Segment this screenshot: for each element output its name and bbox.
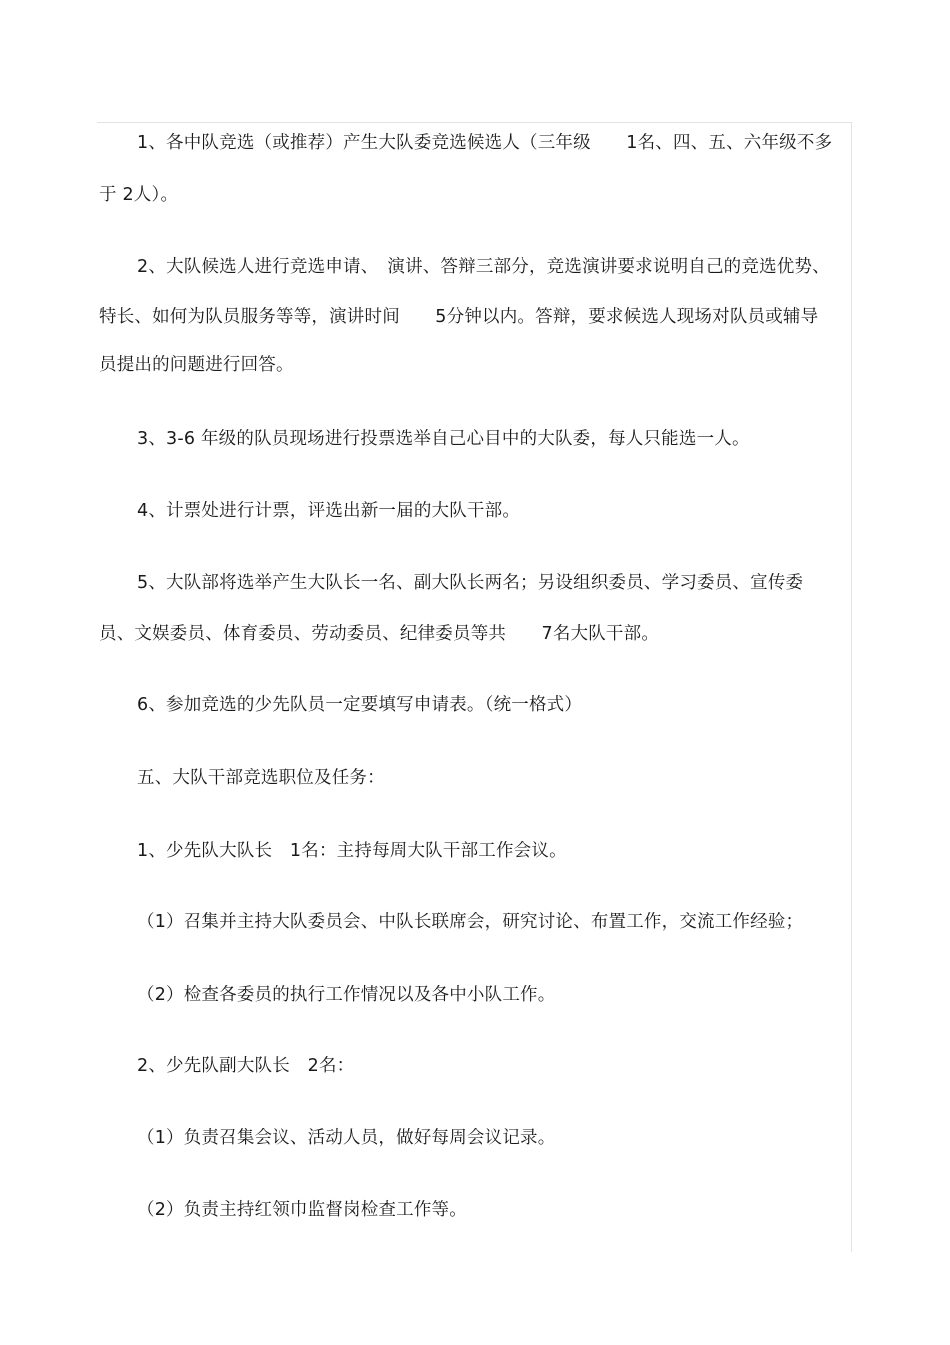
paragraph-line: 员提出的问题进行回答。 [99, 355, 294, 375]
paragraph-line: 1、少先队大队长 1名：主持每周大队干部工作会议。 [137, 841, 567, 861]
paragraph-line: 特长、如何为队员服务等等，演讲时间 5分钟以内。答辩，要求候选人现场对队员或辅导 [99, 307, 819, 327]
paragraph-line: 4、计票处进行计票，评选出新一届的大队干部。 [137, 501, 521, 521]
paragraph-line: （2）负责主持红领巾监督岗检查工作等。 [137, 1200, 467, 1220]
paragraph-line: （1）召集并主持大队委员会、中队长联席会，研究讨论、布置工作，交流工作经验； [137, 912, 804, 932]
paragraph-line: 5、大队部将选举产生大队长一名、副大队长两名；另设组织委员、学习委员、宣传委 [137, 573, 804, 593]
page-top-rule [97, 122, 851, 123]
section-heading: 五、大队干部竞选职位及任务： [137, 768, 385, 788]
paragraph-line: 1、各中队竞选（或推荐）产生大队委竞选候选人（三年级 1名、四、五、六年级不多 [137, 133, 833, 153]
paragraph-line: 于 2人）。 [99, 185, 179, 205]
paragraph-line: （2）检查各委员的执行工作情况以及各中小队工作。 [137, 985, 556, 1005]
paragraph-line: 3、3-6 年级的队员现场进行投票选举自己心目中的大队委，每人只能选一人。 [137, 429, 750, 449]
paragraph-line: 2、大队候选人进行竞选申请、 演讲、答辩三部分，竞选演讲要求说明自己的竞选优势、 [137, 257, 830, 277]
paragraph-line: 2、少先队副大队长 2名： [137, 1056, 355, 1076]
paragraph-line: 员、文娱委员、体育委员、劳动委员、纪律委员等共 7名大队干部。 [99, 624, 660, 644]
page-right-rule [851, 122, 852, 1252]
paragraph-line: （1）负责召集会议、活动人员，做好每周会议记录。 [137, 1128, 556, 1148]
paragraph-line: 6、参加竞选的少先队员一定要填写申请表。（统一格式） [137, 695, 583, 715]
